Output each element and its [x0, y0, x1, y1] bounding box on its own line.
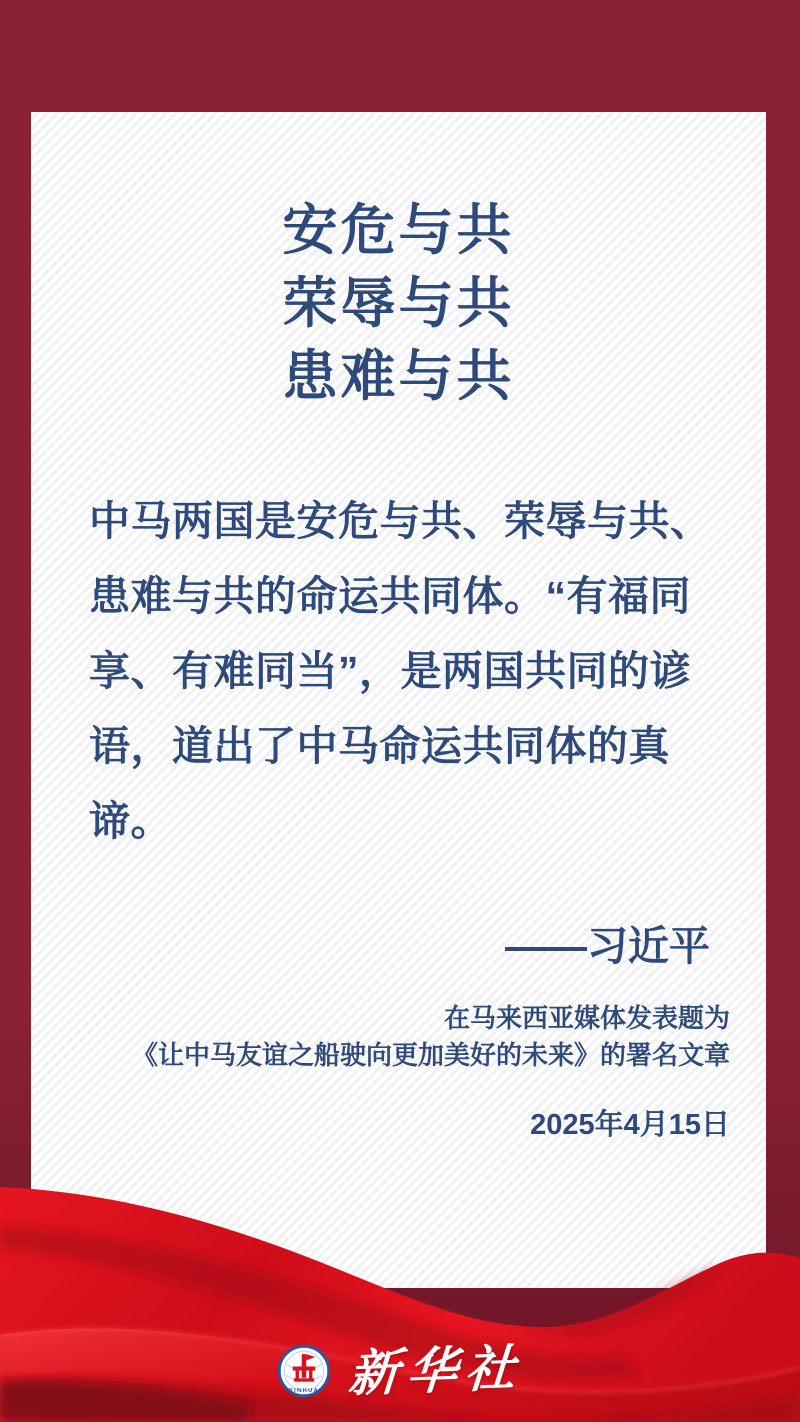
- quote-source-line: 《让中马友谊之船驶向更加美好的未来》的署名文章: [131, 1040, 730, 1070]
- quote-source: [31, 1000, 766, 1074]
- quote-body-line: 享、有难同当”，是两国共同的谚: [89, 648, 691, 694]
- quote-attribution: ——习近平: [505, 923, 710, 969]
- title-line: 荣辱与共: [282, 272, 515, 334]
- quote-body-line: 谛。: [89, 798, 172, 844]
- quote-body-line: 语，道出了中马命运共同体的真: [89, 723, 670, 769]
- quote-body: [89, 484, 729, 859]
- agency-name: 新华社: [346, 1339, 526, 1403]
- xinhua-brand-lockup: [0, 1336, 800, 1406]
- quote-body-line: 患难与共的命运共同体。“有福同: [89, 573, 691, 619]
- title-line: 安危与共: [282, 199, 515, 261]
- poster-title: [31, 194, 766, 413]
- quote-source-line: 在马来西亚媒体发表题为: [443, 1003, 730, 1033]
- quote-body-line: 中马两国是安危与共、荣辱与共、: [89, 498, 712, 544]
- xinhua-emblem-icon: [277, 1344, 331, 1398]
- quote-date: 2025年4月15日: [530, 1109, 730, 1141]
- quote-card: [31, 112, 766, 1288]
- emblem-text: XINHUA: [288, 1387, 320, 1394]
- title-line: 患难与共: [282, 345, 515, 407]
